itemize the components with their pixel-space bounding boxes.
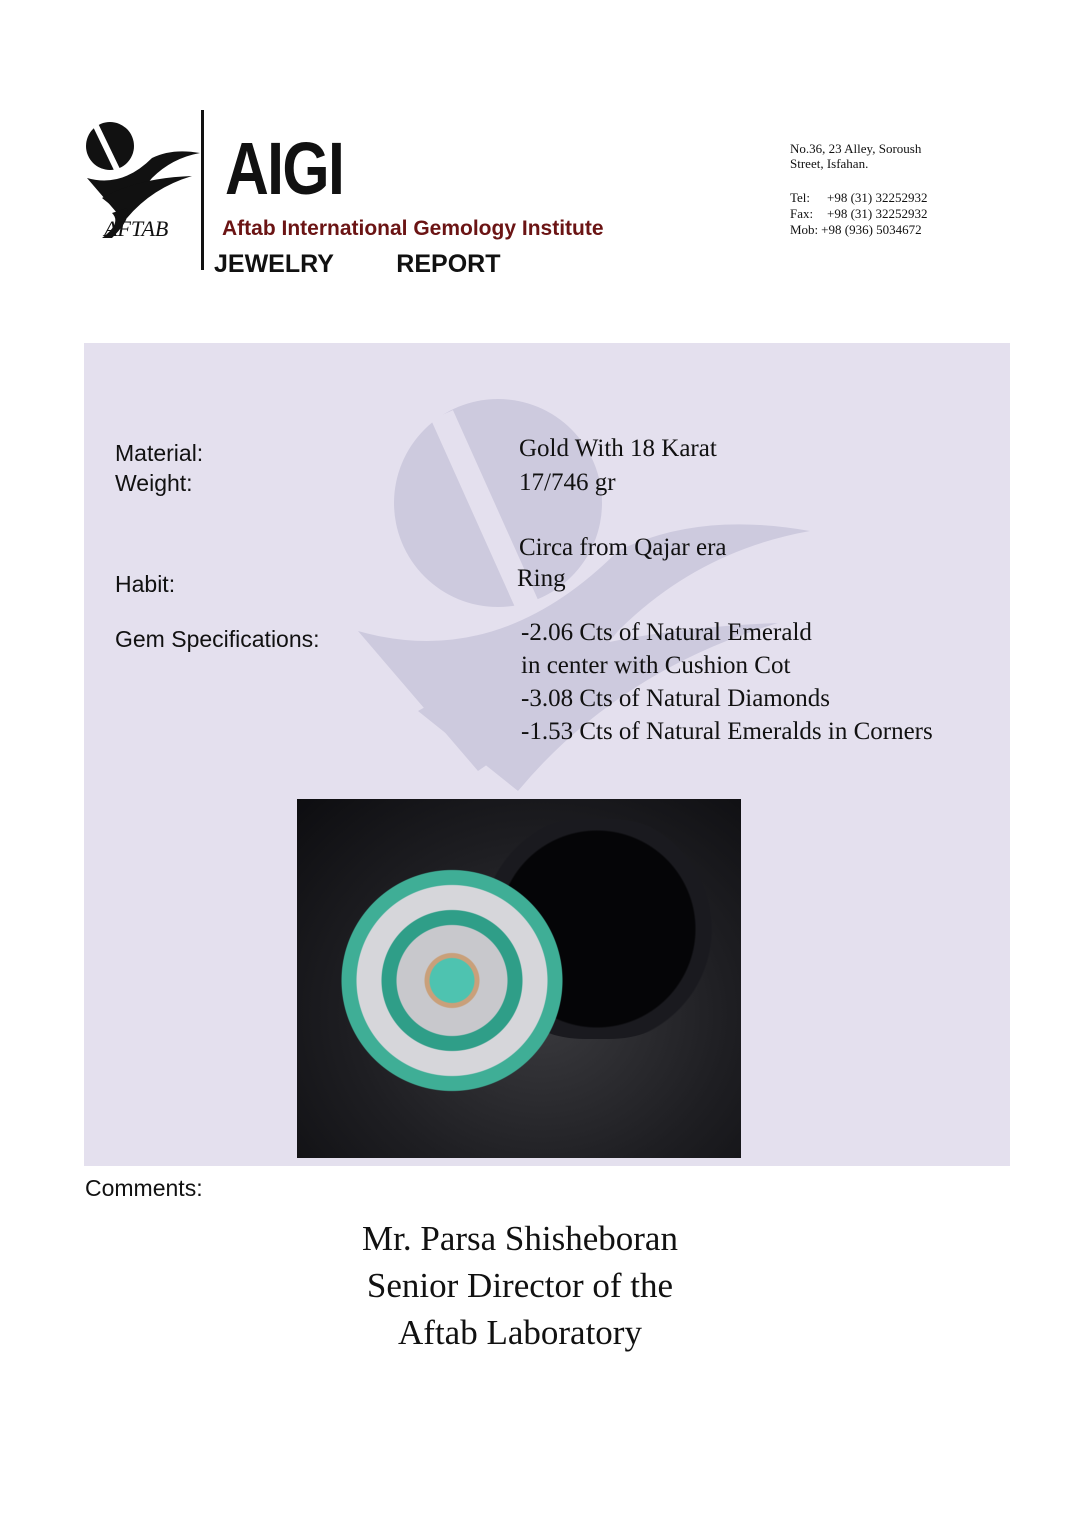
comments-label: Comments: [85, 1175, 203, 1201]
contact-value: +98 (31) 32252932 [827, 190, 928, 205]
contact-tel [790, 190, 928, 206]
gem-line: in center with Cushion Cot [521, 652, 791, 679]
weight-label: Weight: [115, 470, 193, 496]
gem-line: -3.08 Cts of Natural Diamonds [521, 685, 830, 712]
gem-line: -2.06 Cts of Natural Emerald [521, 619, 812, 646]
habit-label: Habit: [115, 571, 176, 597]
report-title: JEWELRY REPORT [214, 250, 501, 278]
address-line: Street, Isfahan. [790, 156, 869, 171]
contact-mob [790, 222, 928, 238]
address [790, 141, 921, 171]
institute-name: Aftab International Gemology Institute [222, 217, 604, 240]
ring-photo [297, 799, 741, 1158]
habit-value: Ring [517, 565, 566, 592]
contact-label: Tel: [790, 190, 811, 205]
aftab-logo [82, 118, 200, 243]
contact-info [790, 190, 928, 238]
gem-line: -1.53 Cts of Natural Emeralds in Corners [521, 718, 933, 745]
signatory-name: Mr. Parsa Shisheboran [362, 1219, 678, 1258]
era-value: Circa from Qajar era [519, 534, 727, 561]
contact-label: Fax: [790, 206, 814, 221]
header-divider [201, 110, 204, 270]
contact-label: Mob: [790, 222, 819, 237]
svg-text:AFTAB: AFTAB [104, 216, 169, 241]
contact-value: +98 (936) 5034672 [821, 222, 922, 237]
brand-name: AIGI [225, 127, 344, 210]
gem-specifications [521, 616, 933, 748]
signature-block [0, 1215, 1040, 1356]
material-label: Material: [115, 440, 204, 466]
contact-fax [790, 206, 928, 222]
gem-specifications-label: Gem Specifications: [115, 626, 320, 652]
ring-flower-setting [317, 859, 587, 1129]
signatory-title: Senior Director of the [366, 1266, 674, 1305]
material-value: Gold With 18 Karat [519, 435, 717, 462]
signatory-organization: Aftab Laboratory [398, 1313, 642, 1352]
address-line: No.36, 23 Alley, Soroush [790, 141, 922, 156]
weight-value: 17/746 gr [519, 469, 616, 496]
contact-value: +98 (31) 32252932 [827, 206, 928, 221]
